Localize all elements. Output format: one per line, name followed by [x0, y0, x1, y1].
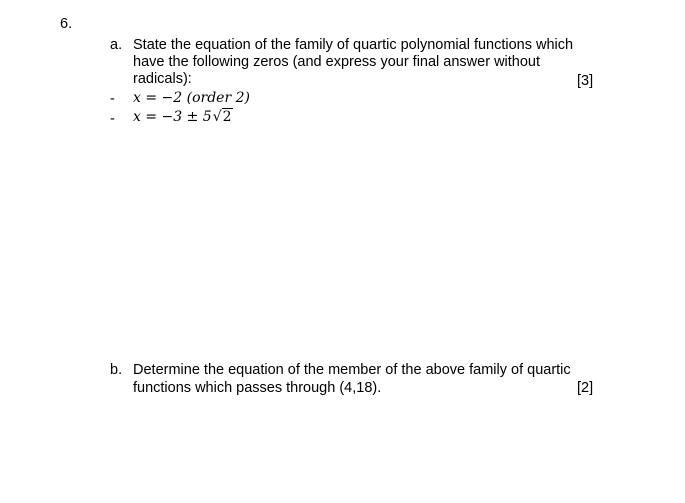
square-root: [212, 108, 233, 126]
part-a-marks: [3]: [577, 73, 594, 89]
zero-2-lhs: x = −3 ± 5: [133, 109, 212, 125]
part-b-marks: [2]: [577, 380, 594, 396]
part-b-label: b.: [110, 362, 123, 378]
bullet-dash: -: [110, 91, 115, 107]
part-a-line-3: radicals):: [133, 71, 192, 87]
part-a-line-1: State the equation of the family of quartic polynomial functions which: [133, 37, 574, 53]
part-a-line-2: have the following zeros (and express your final answer without: [133, 54, 541, 70]
question-number: 6.: [60, 16, 73, 32]
zero-1-lhs: x = −2: [133, 90, 183, 106]
zero-1-order: (order 2): [186, 90, 250, 106]
part-a-label: a.: [110, 37, 123, 53]
zero-equation-2: [133, 108, 233, 126]
bullet-dash: -: [110, 111, 115, 127]
part-b-line-2: functions which passes through (4,18).: [133, 380, 382, 396]
zero-2-radicand: 2: [222, 109, 232, 125]
zero-equation-1: [133, 89, 250, 107]
radical-sign-icon: √: [212, 109, 222, 125]
part-b-line-1: Determine the equation of the member of the above family of quartic: [133, 362, 571, 378]
